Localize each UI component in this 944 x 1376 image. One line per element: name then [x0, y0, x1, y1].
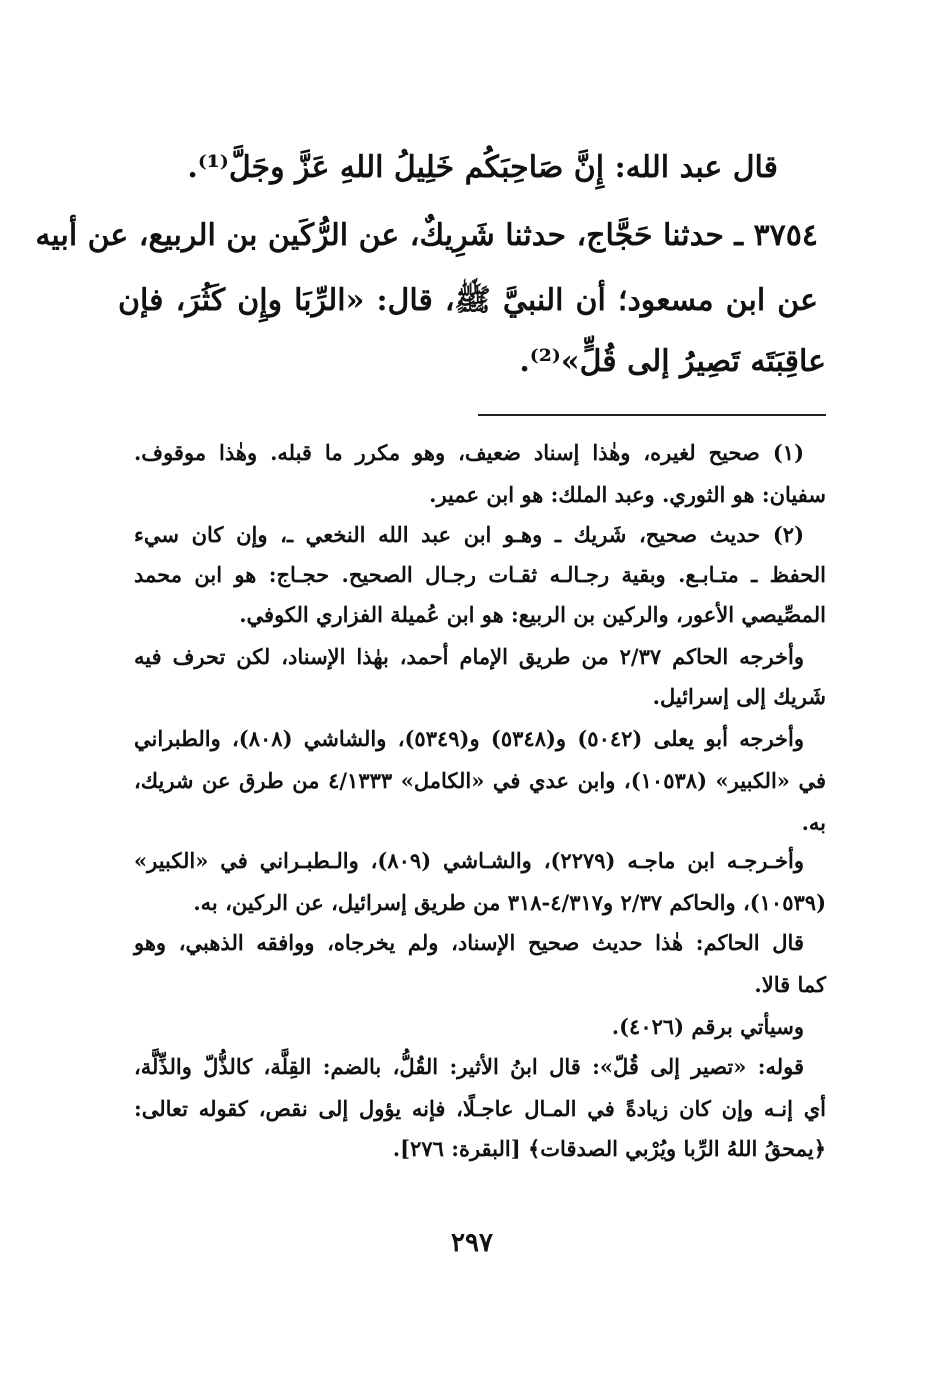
footnote-line: وسيأتي برقم (٤٠٢٦). [611, 1014, 804, 1039]
footnote-line: سفيان: هو الثوري. وعبد الملك: هو ابن عمير. [429, 482, 826, 507]
footnote-line: (١٠٥٣٩)، والحاكم ٢/٣٧ و٤/٣١٧-٣١٨ من طريق إسرائيل، عن الركين، به. [193, 890, 826, 915]
footnote-line: قوله: «تصير إلى قُلّ»: قال ابنُ الأثير: القُلُّ، بالضم: القِلَّة، كالذُّلّ والذِّلَّة، [134, 1054, 804, 1079]
footnote-line: (١) صحيح لغيره، وهٰذا إسناد ضعيف، وهو مكرر ما قبله. وهٰذا موقوف. [134, 440, 804, 465]
main-text-line-1: قال عبد الله: إِنَّ صَاحِبَكُم خَلِيلُ اللهِ عَزَّ وجَلَّ⁽¹⁾. [187, 150, 778, 185]
footnote-line: وأخـرجـه ابن ماجـه (٢٢٧٩)، والشـاشي (٨٠٩)، والـطبـراني في «الكبير» [134, 848, 805, 873]
footnote-line: وأخرجه الحاكم ٢/٣٧ من طريق الإمام أحمد، بهٰذا الإسناد، لكن تحرف فيه [134, 644, 804, 669]
footnote-line: ﴿يمحقُ اللهُ الرِّبا ويُرْبي الصدقات﴾ [البقرة: ٢٧٦]. [392, 1136, 826, 1161]
page-number: ٢٩٧ [451, 1228, 493, 1258]
footnote-line: به. [801, 810, 826, 835]
footnote-line: أي إنـه وإن كان زيادةً في المـال عاجـلًا، فإنه يؤول إلى نقص، كقوله تعالى: [134, 1096, 826, 1121]
footnote-line: كما قالا. [754, 972, 826, 997]
footnote-line: الحفظ ـ متـابـع. وبقية رجـالـه ثقـات رجـال الصحيح. حجـاج: هو ابن محمد [134, 562, 826, 587]
main-text-line-3: عن ابن مسعود؛ أن النبيَّ ﷺ، قال: «الرِّبَا وإِن كَثُرَ، فإن [118, 283, 818, 318]
footnote-line: شَريك إلى إسرائيل. [652, 684, 826, 709]
footnote-separator [478, 414, 826, 416]
footnote-line: المصِّيصي الأعور، والركين بن الربيع: هو ابن عُميلة الفزاري الكوفي. [239, 602, 826, 627]
footnote-line: وأخرجه أبو يعلى (٥٠٤٢) و(٥٣٤٨) و(٥٣٤٩)، والشاشي (٨٠٨)، والطبراني [134, 726, 804, 751]
footnote-line: في «الكبير» (١٠٥٣٨)، وابن عدي في «الكامل» ٤/١٣٣٣ من طرق عن شريك، [134, 768, 826, 793]
footnote-line: (٢) حديث صحيح، شَريك ـ وهـو ابن عبد الله النخعي ـ، وإن كان سيء [134, 522, 804, 547]
main-text-line-4: عاقِبَتَه تَصِيرُ إلى قُلٍّ»⁽²⁾. [519, 344, 826, 379]
main-text-line-2: ٣٧٥٤ ـ حدثنا حَجَّاج، حدثنا شَرِيكٌ، عن الرُّكَين بن الربيع، عن أبيه [35, 218, 818, 253]
footnote-line: قال الحاكم: هٰذا حديث صحيح الإسناد، ولم يخرجاه، ووافقه الذهبي، وهو [134, 930, 804, 955]
